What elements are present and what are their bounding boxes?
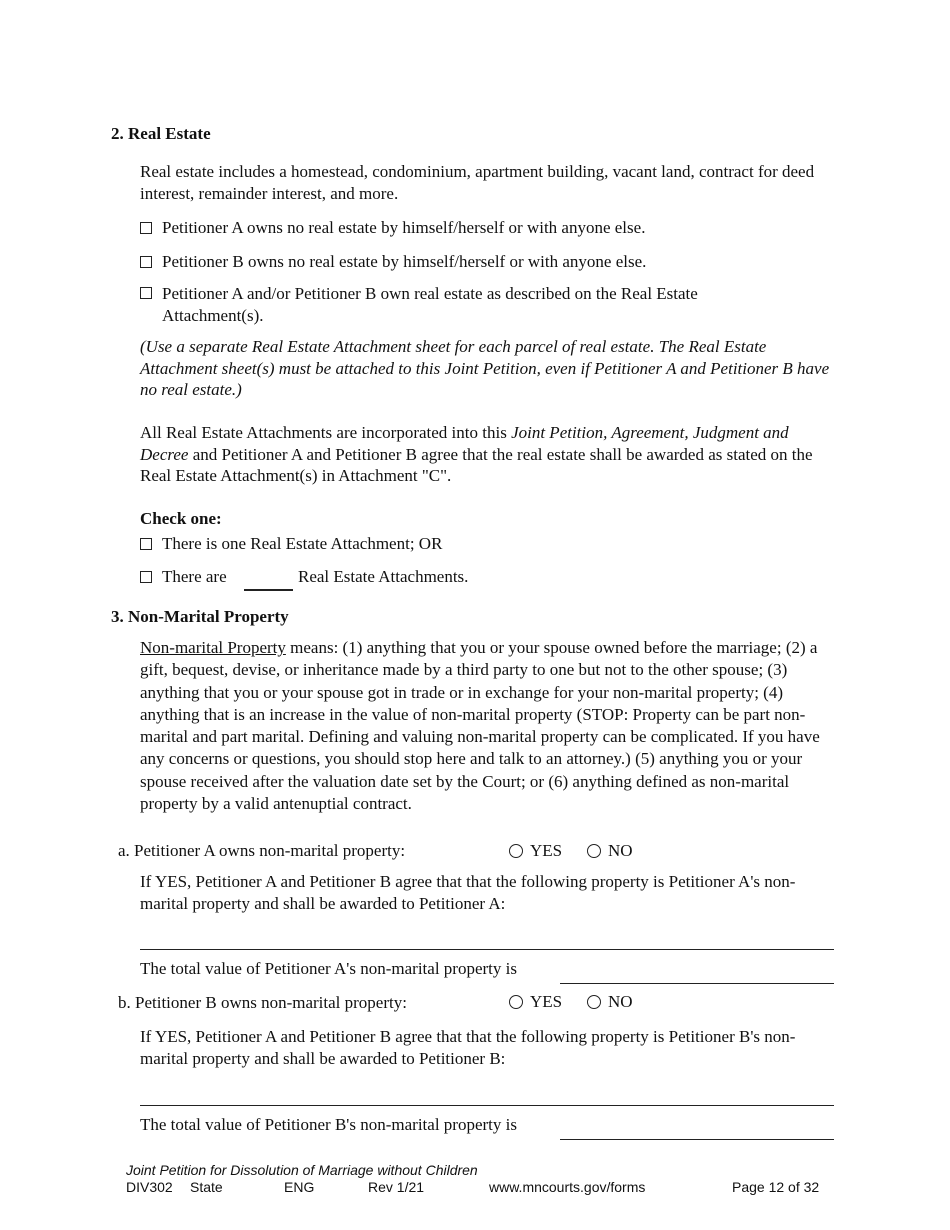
incorporated-text-1: All Real Estate Attachments are incorporated into this [140, 423, 512, 442]
petitioner-b-no-label: NO [608, 992, 633, 1011]
footer-form-title: Joint Petition for Dissolution of Marriage without Children [126, 1162, 478, 1178]
petitioner-b-yes-label: YES [530, 992, 563, 1011]
incorporated-doc-title: Joint Petition, Agreement, Judgment and Decree [140, 423, 789, 464]
petitioner-a-total-label: The total value of Petitioner A's non-marital property is [140, 959, 517, 978]
petitioner-a-property-field[interactable] [140, 928, 834, 950]
petitioner-a-no-radio[interactable] [587, 844, 601, 858]
no-real-estate-a-checkbox[interactable] [140, 222, 152, 234]
section-3-heading: 3. Non-Marital Property [111, 607, 289, 626]
real-estate-attachment-note: (Use a separate Real Estate Attachment sheet for each parcel of real estate. The Real Estate Attachment sheet(s) must be attached to this Joint Petition, even if Petitioner A and Petitioner B have no real estate.) [140, 337, 830, 400]
petitioner-b-if-yes-text: If YES, Petitioner A and Petitioner B agree that that the following property is Petitioner B's non-marital property and shall be awarded to Petitioner B: [140, 1027, 796, 1068]
attachment-count-field[interactable] [244, 567, 293, 591]
non-marital-definition [140, 637, 840, 815]
one-attachment-label: There is one Real Estate Attachment; OR [162, 534, 443, 553]
petitioner-b-yes-radio[interactable] [509, 995, 523, 1009]
petitioner-b-no-radio[interactable] [587, 995, 601, 1009]
section-2-heading: 2. Real Estate [111, 124, 211, 143]
petitioner-a-question: a. Petitioner A owns non-marital property: [118, 841, 406, 860]
footer-website-link[interactable]: www.mncourts.gov/forms [489, 1179, 646, 1195]
real-estate-incorporated-paragraph [140, 422, 830, 487]
no-real-estate-b-label: Petitioner B owns no real estate by himself/herself or with anyone else. [162, 252, 647, 271]
multiple-attachments-checkbox[interactable] [140, 571, 152, 583]
petitioner-b-property-field[interactable] [140, 1084, 834, 1106]
petitioner-a-total-field[interactable] [560, 962, 834, 984]
petitioner-b-question: b. Petitioner B owns non-marital property: [118, 993, 407, 1012]
footer-language: ENG [284, 1179, 315, 1195]
petitioner-a-yes-label: YES [530, 841, 563, 860]
incorporated-text-2: and Petitioner A and Petitioner B agree that the real estate shall be awarded as stated on the Real Estate Attachment(s) in Attachment "C". [140, 444, 813, 486]
one-attachment-checkbox[interactable] [140, 538, 152, 550]
no-real-estate-a-label: Petitioner A owns no real estate by himself/herself or with anyone else. [162, 218, 646, 237]
non-marital-definition-text: means: (1) anything that you or your spouse owned before the marriage; (2) a gift, bequest, devise, or inheritance made by a third party to one but not to the other spouse; (3) anything that you or your spouse got in trade or in exchange for your non-marital property; (4) anything that is an increase in the value of non-marital property (STOP: Property can be part non-marital and part marital. Defining and valuing non-marital property can be complicated. If you have any concerns or questions, you should stop here and talk to an attorney.) (5) anything you or your spouse received after the valuation date set by the Court; or (6) anything defined as non-marital property by a valid antenuptial contract. [140, 638, 820, 814]
petitioner-a-if-yes-text: If YES, Petitioner A and Petitioner B agree that that the following property is Petitioner A's non-marital property and shall be awarded to Petitioner A: [140, 872, 796, 913]
multiple-attachments-pre: There are [162, 567, 227, 586]
petitioner-a-yes-radio[interactable] [509, 844, 523, 858]
check-one-label: Check one: [140, 509, 222, 528]
footer-form-code: DIV302 [126, 1179, 173, 1195]
footer-revision: Rev 1/21 [368, 1179, 425, 1195]
footer-page-number: Page 12 of 32 [732, 1179, 820, 1195]
petitioner-a-no-label: NO [608, 841, 633, 860]
no-real-estate-b-checkbox[interactable] [140, 256, 152, 268]
petitioner-b-total-field[interactable] [560, 1118, 834, 1140]
petitioner-b-total-label: The total value of Petitioner B's non-marital property is [140, 1115, 517, 1134]
multiple-attachments-post: Real Estate Attachments. [298, 567, 469, 586]
footer-jurisdiction: State [190, 1179, 223, 1195]
real-estate-intro: Real estate includes a homestead, condominium, apartment building, vacant land, contract for deed interest, remainder interest, and more. [140, 162, 815, 204]
owns-real-estate-checkbox[interactable] [140, 287, 152, 299]
owns-real-estate-label: Petitioner A and/or Petitioner B own real estate as described on the Real Estate Attachment(s). [162, 284, 698, 326]
non-marital-term: Non-marital Property [140, 638, 286, 657]
